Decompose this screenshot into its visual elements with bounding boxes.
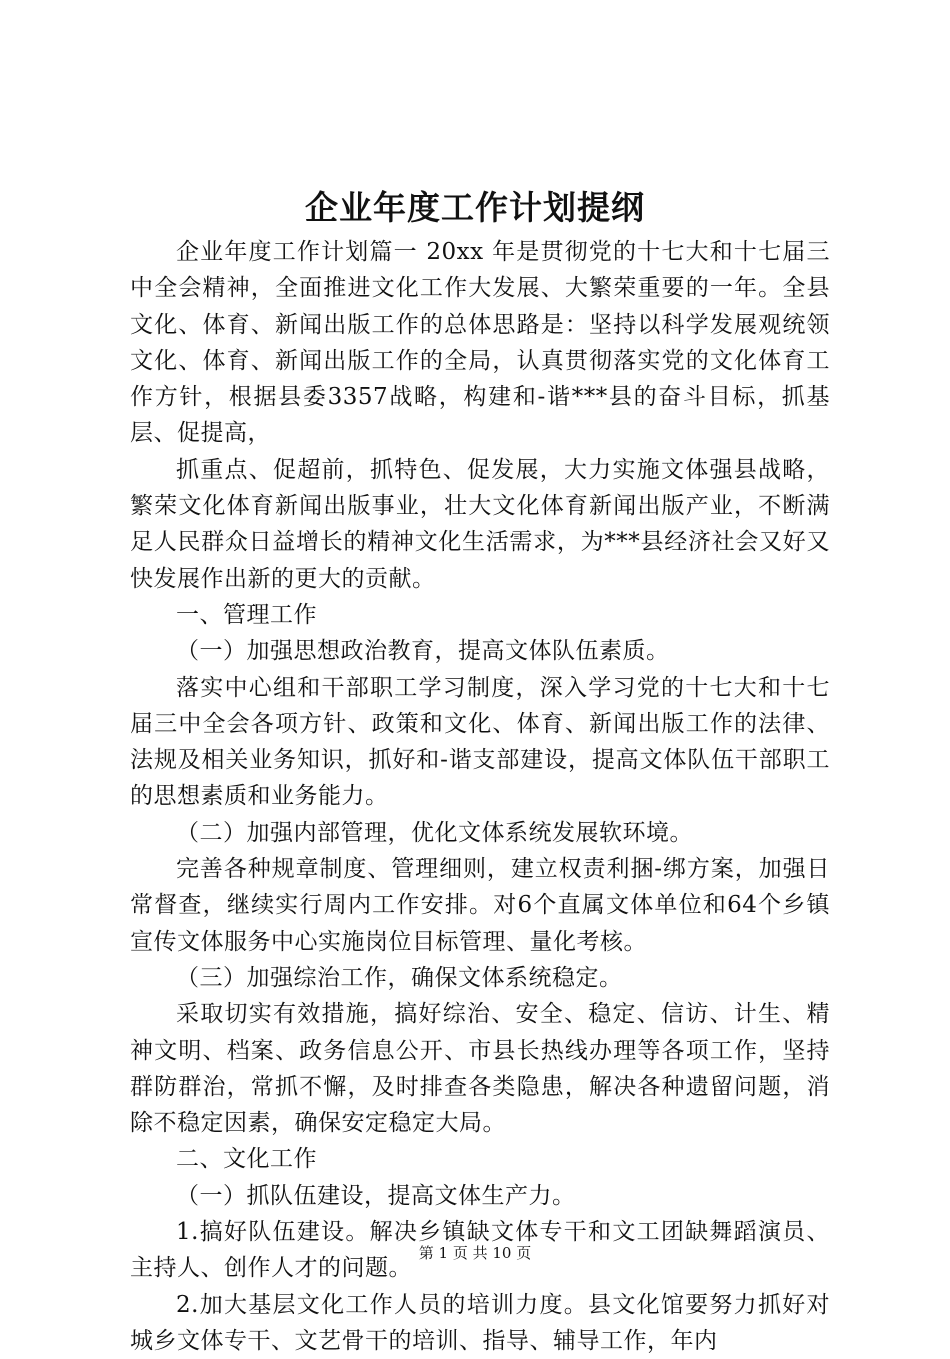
paragraph: 企业年度工作计划篇一 20xx 年是贯彻党的十七大和十七届三中全会精神，全面推进文化工作大发展、大繁荣重要的一年。全县文化、体育、新闻出版工作的总体思路是：坚持以科学发展观统领文化、体育、新闻出版工作的全局，认真贯彻落实党的文化体育工作方针，根据县委3357战略，构建和-谐***县的奋斗目标，抓基层、促提高，: [130, 239, 830, 447]
subsection-heading: （三）加强综治工作，确保文体系统稳定。: [176, 964, 623, 991]
document-title: 企业年度工作计划提纲: [305, 188, 645, 227]
document-body: [130, 234, 830, 1359]
section-heading: 一、管理工作: [176, 601, 317, 628]
subsection-heading: （一）抓队伍建设，提高文体生产力。: [176, 1182, 576, 1209]
list-item: 2.加大基层文化工作人员的培训力度。县文化馆要努力抓好对城乡文体专干、文艺骨干的培训、指导、辅导工作，年内: [130, 1291, 830, 1354]
subsection-heading: （二）加强内部管理，优化文体系统发展软环境。: [176, 819, 693, 846]
paragraph: 抓重点、促超前，抓特色、促发展，大力实施文体强县战略，繁荣文化体育新闻出版事业，壮大文化体育新闻出版产业，不断满足人民群众日益增长的精神文化生活需求，为***县经济社会又好又快发展作出新的更大的贡献。: [130, 456, 830, 592]
paragraph: 完善各种规章制度、管理细则，建立权责利捆-绑方案，加强日常督查，继续实行周内工作安排。对6个直属文体单位和64个乡镇宣传文体服务中心实施岗位目标管理、量化考核。: [130, 856, 830, 955]
list-item: 1.搞好队伍建设。解决乡镇缺文体专干和文工团缺舞蹈演员、主持人、创作人才的问题。: [130, 1219, 830, 1282]
page-footer: 第 1 页 共 10 页: [418, 1244, 532, 1262]
paragraph: 采取切实有效措施，搞好综治、安全、稳定、信访、计生、精神文明、档案、政务信息公开、市县长热线办理等各项工作，坚持群防群治，常抓不懈，及时排查各类隐患，解决各种遗留问题，消除不稳定因素，确保安定稳定大局。: [130, 1001, 830, 1137]
paragraph: 落实中心组和干部职工学习制度，深入学习党的十七大和十七届三中全会各项方针、政策和文化、体育、新闻出版工作的法律、法规及相关业务知识，抓好和-谐支部建设，提高文体队伍干部职工的思想素质和业务能力。: [130, 674, 830, 810]
subsection-heading: （一）加强思想政治教育，提高文体队伍素质。: [176, 638, 670, 665]
section-heading: 二、文化工作: [176, 1146, 317, 1173]
